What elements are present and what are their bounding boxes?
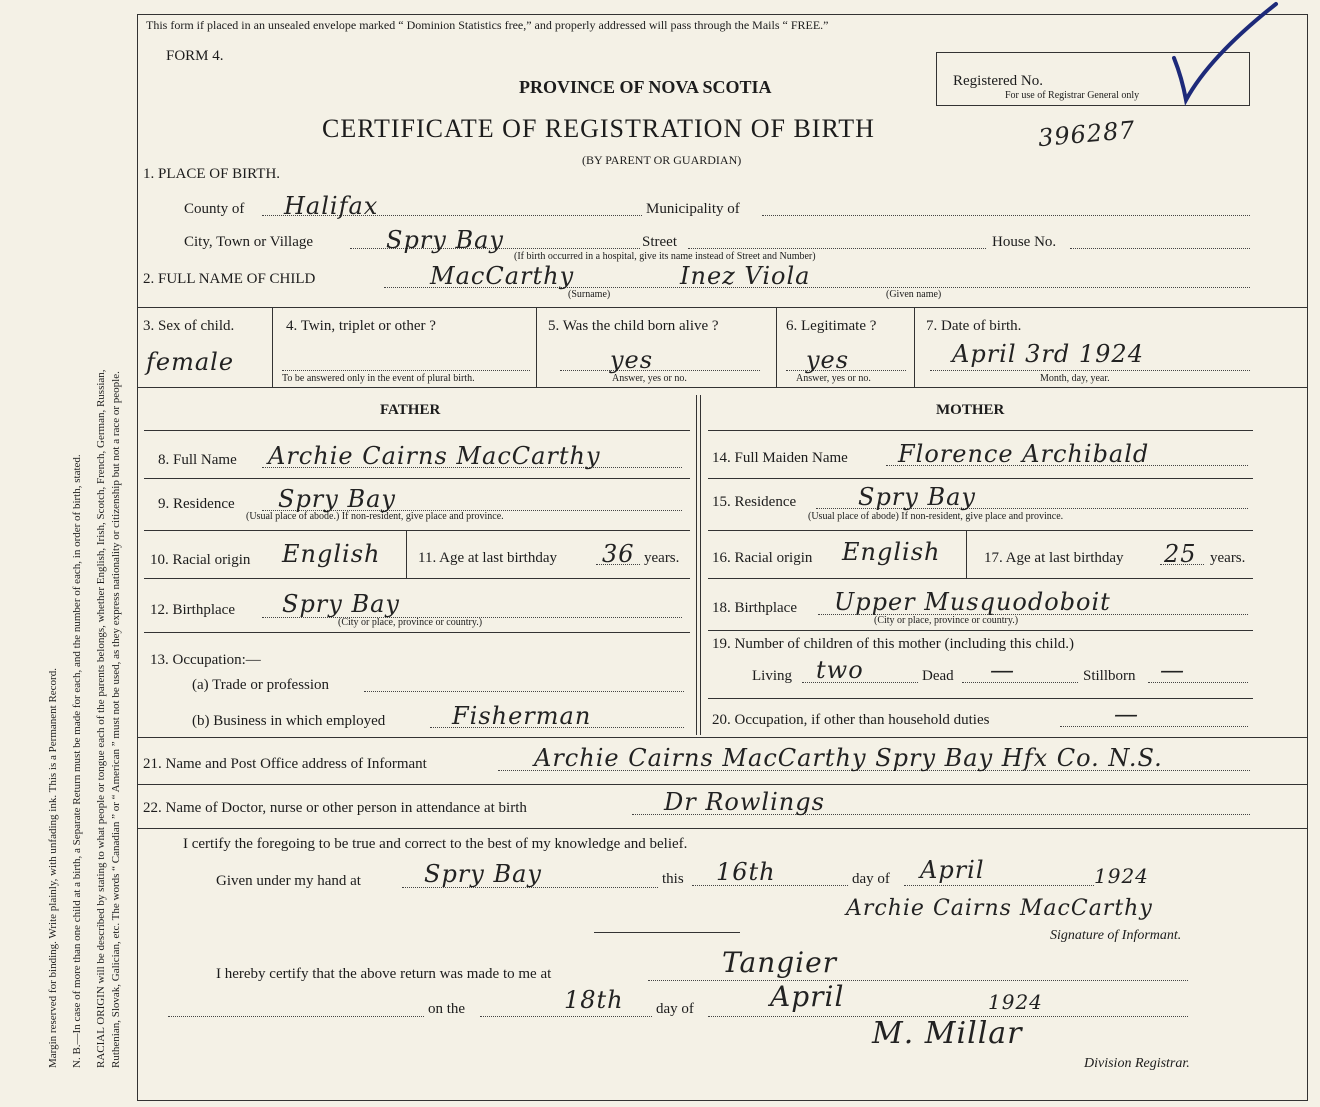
dob-note: Month, day, year. (1040, 373, 1110, 384)
father-residence-note: (Usual place of abode.) If non-resident, give place and province. (246, 511, 504, 522)
legitimate-note: Answer, yes or no. (796, 373, 871, 384)
certify-statement: I certify the foregoing to be true and correct to the best of my knowledge and belief. (183, 836, 688, 852)
mother-birthplace-label: 18. Birthplace (712, 600, 797, 616)
registrar-dayof-label: day of (656, 1001, 694, 1017)
father-age-label: 11. Age at last birthday (418, 550, 557, 566)
certify-this-label: this (662, 871, 684, 887)
mother-birthplace-note: (City or place, province or country.) (874, 615, 1019, 626)
mother-age: 25 (1164, 540, 1197, 568)
registered-note: For use of Registrar General only (1005, 90, 1140, 101)
father-birthplace: Spry Bay (282, 590, 400, 618)
margin-note-1: Margin reserved for binding. Write plainly, with unfading ink. This is a Permanent Record. (47, 668, 59, 1068)
registrar-on-label: on the (428, 1001, 466, 1017)
registrar-caption: Division Registrar. (1084, 1056, 1190, 1071)
mother-heading: MOTHER (936, 402, 1005, 418)
legitimate-value: yes (806, 346, 850, 374)
page-subtitle: (BY PARENT OR GUARDIAN) (582, 153, 742, 167)
father-birthplace-label: 12. Birthplace (150, 602, 235, 618)
business-value: Fisherman (452, 702, 592, 730)
margin-note-2: N. B.—In case of more than one child at a birth, a Separate Return must be made for each, and the number of each, in order of birth, stated. (71, 454, 83, 1068)
child-given-name: Inez Viola (680, 262, 811, 290)
mother-occupation-label: 20. Occupation, if other than household duties (712, 712, 990, 728)
mother-residence-note: (Usual place of abode) If non-resident, give place and province. (808, 511, 1064, 522)
given-place: Spry Bay (424, 860, 542, 888)
father-age: 36 (602, 540, 635, 568)
mother-age-unit: years. (1210, 550, 1246, 566)
legitimate-label: 6. Legitimate ? (786, 318, 877, 334)
informant-signature: Archie Cairns MacCarthy (846, 896, 1153, 921)
alive-value: yes (610, 346, 654, 374)
surname-caption: (Surname) (568, 289, 611, 300)
child-name-label: 2. FULL NAME OF CHILD (143, 271, 316, 287)
doctor-value: Dr Rowlings (664, 788, 825, 816)
registrar-day: 18th (564, 986, 624, 1014)
child-surname: MacCarthy (430, 262, 575, 290)
mother-age-label: 17. Age at last birthday (984, 550, 1124, 566)
street-label: Street (642, 234, 677, 250)
registered-label: Registered No. (953, 73, 1043, 89)
father-race-label: 10. Racial origin (150, 552, 251, 568)
county-label: County of (184, 201, 245, 217)
margin-note-3: RACIAL ORIGIN will be described by stating to what people or tongue each of the parents belongs, whether English, Irish, Scotch, French, German, Russian, (95, 369, 107, 1068)
municipality-label: Municipality of (646, 201, 740, 217)
city-label: City, Town or Village (184, 234, 314, 250)
informant-label: 21. Name and Post Office address of Informant (143, 756, 427, 772)
house-label: House No. (992, 234, 1057, 250)
dob-label: 7. Date of birth. (926, 318, 1022, 334)
mother-residence: Spry Bay (858, 483, 976, 511)
certify-month: April (920, 856, 985, 884)
father-occupation-label: 13. Occupation:— (150, 652, 261, 668)
business-label: (b) Business in which employed (192, 713, 386, 729)
mother-race: English (842, 538, 941, 566)
father-name: Archie Cairns MacCarthy (268, 442, 601, 470)
province-heading: PROVINCE OF NOVA SCOTIA (519, 77, 772, 97)
certify-year: 1924 (1094, 864, 1149, 888)
street-note: (If birth occurred in a hospital, give its name instead of Street and Number) (514, 251, 816, 262)
trade-label: (a) Trade or profession (192, 677, 330, 693)
dob-value: April 3rd 1924 (952, 340, 1144, 368)
registrar-month: April (770, 980, 845, 1013)
living-value: two (816, 656, 864, 684)
mother-birthplace: Upper Musquodoboit (834, 588, 1111, 616)
registrar-statement: I hereby certify that the above return was made to me at (216, 966, 552, 982)
registrar-year: 1924 (988, 990, 1043, 1014)
sex-label: 3. Sex of child. (143, 318, 235, 334)
place-heading: 1. PLACE OF BIRTH. (143, 166, 281, 182)
given-caption: (Given name) (886, 289, 942, 300)
informant-value: Archie Cairns MacCarthy Spry Bay Hfx Co. N.S. (534, 744, 1163, 772)
father-residence: Spry Bay (278, 485, 396, 513)
alive-note: Answer, yes or no. (612, 373, 687, 384)
check-mark-icon (1170, 0, 1280, 110)
twin-note: To be answered only in the event of plural birth. (282, 373, 475, 384)
doctor-label: 22. Name of Doctor, nurse or other person in attendance at birth (143, 800, 527, 816)
city-value: Spry Bay (386, 226, 504, 254)
dead-label: Dead (922, 668, 954, 684)
registrar-place: Tangier (722, 946, 838, 979)
alive-label: 5. Was the child born alive ? (548, 318, 719, 334)
father-name-label: 8. Full Name (158, 452, 237, 468)
twin-label: 4. Twin, triplet or other ? (286, 318, 436, 334)
father-race: English (282, 540, 381, 568)
father-residence-label: 9. Residence (158, 496, 235, 512)
informant-signature-caption: Signature of Informant. (1050, 928, 1182, 943)
registration-number: 396287 (1036, 115, 1137, 153)
registrar-signature: M. Millar (872, 1016, 1023, 1051)
mother-race-label: 16. Racial origin (712, 550, 813, 566)
given-under-label: Given under my hand at (216, 873, 361, 889)
certify-day: 16th (716, 858, 776, 886)
father-birthplace-note: (City or place, province or country.) (338, 617, 483, 628)
form-number: FORM 4. (166, 48, 224, 64)
postage-note: This form if placed in an unsealed envelope marked “ Dominion Statistics free,” and properly addressed will pass through the Mails “ FREE.” (146, 18, 829, 32)
certify-dayof-label: day of (852, 871, 890, 887)
county-value: Halifax (284, 192, 379, 220)
sex-value: female (146, 348, 235, 376)
mother-name: Florence Archibald (898, 440, 1150, 468)
stillborn-value: — (1160, 656, 1185, 684)
mother-name-label: 14. Full Maiden Name (712, 450, 848, 466)
father-age-unit: years. (644, 550, 680, 566)
mother-occupation: — (1114, 700, 1139, 728)
mother-residence-label: 15. Residence (712, 494, 797, 510)
father-heading: FATHER (380, 402, 441, 418)
dead-value: — (990, 656, 1015, 684)
children-count-label: 19. Number of children of this mother (including this child.) (712, 636, 1075, 652)
living-label: Living (752, 668, 792, 684)
page-title: CERTIFICATE OF REGISTRATION OF BIRTH (322, 114, 875, 143)
stillborn-label: Stillborn (1083, 668, 1136, 684)
margin-note-4: Ruthenian, Slovak, Galician, etc. The words “ Canadian ” or “ American ” must not be used, as they express nationality or citizenship but not a race or people. (110, 371, 122, 1068)
